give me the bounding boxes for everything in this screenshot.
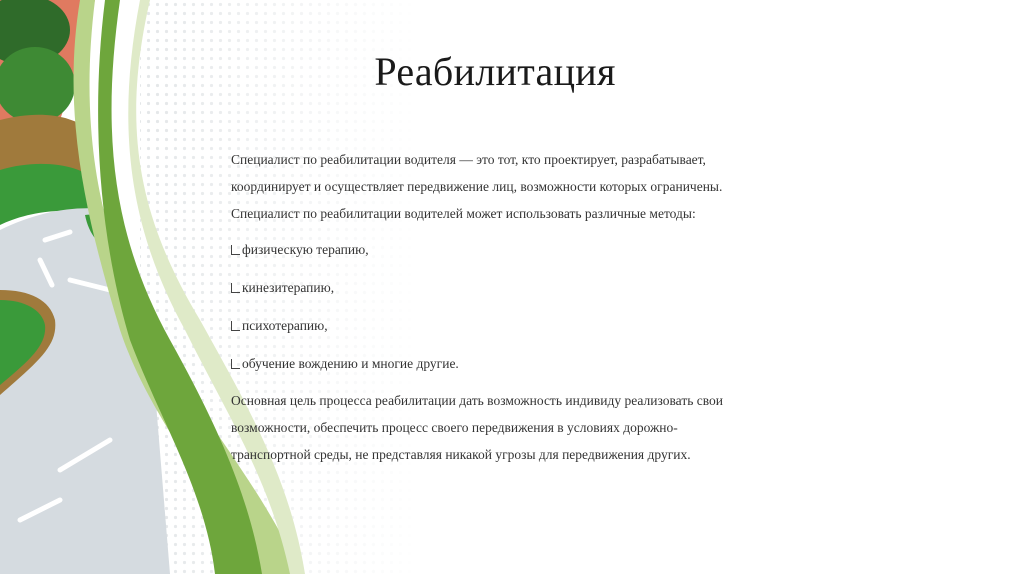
conclusion-line: транспортной среды, не представляя никакой угрозы для передвижения других. — [231, 447, 691, 462]
list-item — [231, 269, 791, 307]
slide-title: Реабилитация — [374, 49, 616, 94]
intro-line: координирует и осуществляет передвижение лиц, возможности которых ограничены. — [231, 179, 723, 194]
intro-paragraph — [231, 146, 791, 227]
list-item-label: обучение вождению и многие другие. — [242, 356, 459, 371]
list-item — [231, 307, 791, 345]
intro-line: Специалист по реабилитации водителя — это тот, кто проектирует, разрабатывает, — [231, 152, 706, 167]
list-item-label: психотерапию, — [242, 318, 328, 333]
intro-line: Специалист по реабилитации водителей может использовать различные методы: — [231, 206, 696, 221]
bullet-marker-icon — [231, 321, 240, 331]
list-item — [231, 231, 791, 269]
list-item-label: физическую терапию, — [242, 242, 369, 257]
conclusion-line: Основная цель процесса реабилитации дать возможность индивиду реализовать свои — [231, 393, 723, 408]
conclusion-paragraph — [231, 387, 791, 468]
slide-body — [231, 146, 791, 468]
list-item — [231, 345, 791, 383]
conclusion-line: возможности, обеспечить процесс своего передвижения в условиях дорожно- — [231, 420, 678, 435]
bullet-marker-icon — [231, 245, 240, 255]
bullet-marker-icon — [231, 283, 240, 293]
methods-list — [231, 231, 791, 383]
bullet-marker-icon — [231, 359, 240, 369]
list-item-label: кинезитерапию, — [242, 280, 335, 295]
